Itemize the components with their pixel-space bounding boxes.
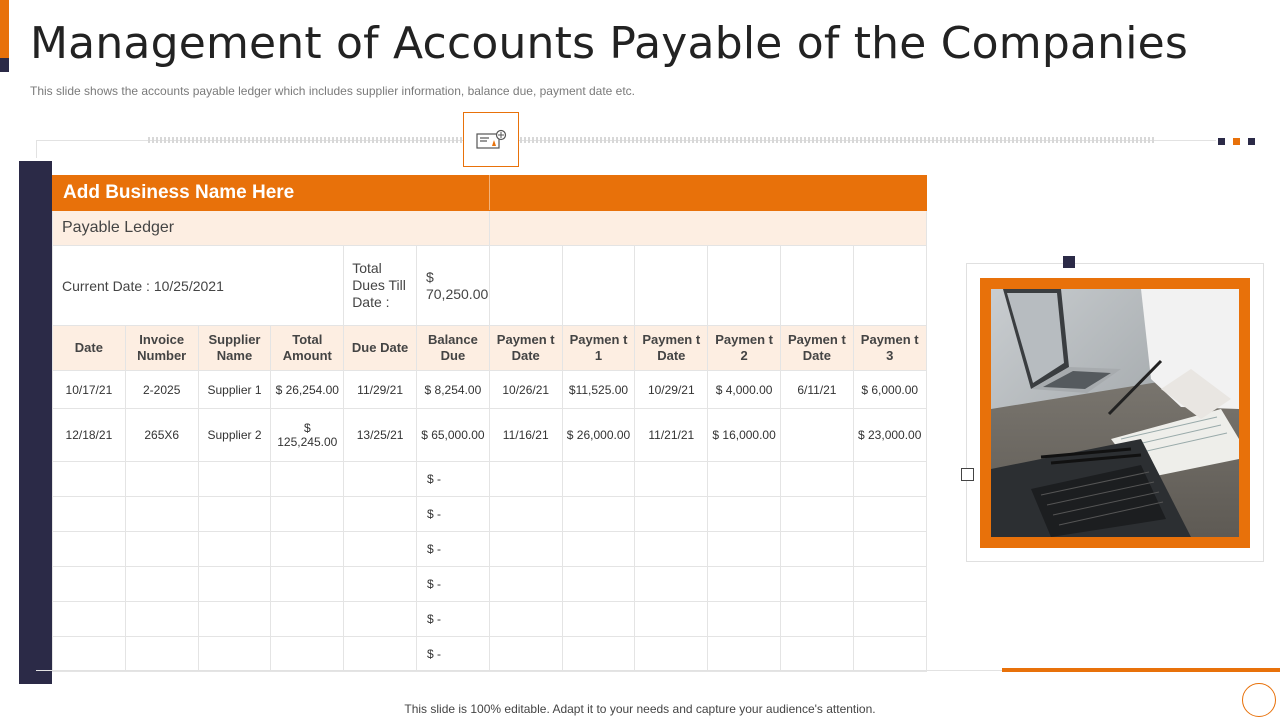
table-cell [344,532,417,567]
table-cell [271,567,344,602]
certificate-icon [475,129,507,151]
laptop-photo-illustration [991,289,1239,537]
ledger-label-fill [489,211,926,246]
table-cell [344,462,417,497]
table-cell [344,602,417,637]
table-cell [562,532,635,567]
table-cell [708,532,781,567]
column-header: Total Amount [271,326,344,371]
table-cell [853,497,926,532]
cell [562,246,635,326]
total-dues-value: $ 70,250.00 [416,246,489,326]
table-cell [344,497,417,532]
table-cell: $ 6,000.00 [853,371,926,409]
table-cell [53,637,126,672]
column-header: Paymen t Date [489,326,562,371]
table-cell [489,497,562,532]
footer-note: This slide is 100% editable. Adapt it to your needs and capture your audience's attention. [404,702,876,716]
top-rule-tick [36,140,37,158]
current-date-row [53,246,927,326]
table-cell: 13/25/21 [344,409,417,462]
table-cell [271,637,344,672]
payable-ledger-table [52,175,927,672]
table-cell [781,462,854,497]
table-cell [853,602,926,637]
cell [489,246,562,326]
table-cell [125,497,198,532]
table-row-empty [53,497,927,532]
table-cell [708,497,781,532]
certificate-icon-box [463,112,519,167]
table-cell: $ 23,000.00 [853,409,926,462]
table-cell [489,602,562,637]
total-dues-label: Total Dues Till Date : [344,246,417,326]
column-header: Date [53,326,126,371]
column-header: Balance Due [416,326,489,371]
table-row [53,409,927,462]
table-cell [635,637,708,672]
table-cell [344,567,417,602]
table-cell: 11/16/21 [489,409,562,462]
table-cell [781,567,854,602]
deco-square-navy [1063,256,1075,268]
table-cell [125,602,198,637]
table-row-empty [53,462,927,497]
table-cell [125,532,198,567]
deco-square-orange [1233,138,1240,145]
table-cell [853,462,926,497]
deco-square-outline [961,468,974,481]
table-row-empty [53,602,927,637]
balance-due-cell: $ - [416,637,489,672]
table-row-empty [53,567,927,602]
table-cell [271,497,344,532]
balance-due-cell: $ - [416,532,489,567]
column-header: Paymen t Date [781,326,854,371]
table-cell: 6/11/21 [781,371,854,409]
table-cell: Supplier 1 [198,371,271,409]
table-cell [53,567,126,602]
table-cell [853,637,926,672]
column-header: Paymen t 1 [562,326,635,371]
table-cell [53,462,126,497]
business-name-row [53,176,927,211]
table-cell [198,567,271,602]
current-date: Current Date : 10/25/2021 [53,246,344,326]
balance-due-cell: $ - [416,462,489,497]
table-cell [198,637,271,672]
table-cell: $ 26,000.00 [562,409,635,462]
column-header: Paymen t 3 [853,326,926,371]
table-cell [53,602,126,637]
table-cell [635,567,708,602]
table-cell [562,497,635,532]
table-cell [125,567,198,602]
table-cell: Supplier 2 [198,409,271,462]
table-cell: 11/21/21 [635,409,708,462]
table-cell: $ 125,245.00 [271,409,344,462]
table-cell [781,602,854,637]
table-cell [53,497,126,532]
table-cell [489,567,562,602]
dotted-band [148,137,1156,143]
table-cell [489,532,562,567]
table-cell [198,532,271,567]
table-cell: $ 65,000.00 [416,409,489,462]
balance-due-cell: $ - [416,497,489,532]
table-cell [635,462,708,497]
table-cell [489,637,562,672]
table-cell [781,409,854,462]
table-row [53,371,927,409]
table-cell [562,602,635,637]
table-cell [635,532,708,567]
table-cell [271,602,344,637]
column-header: Paymen t 2 [708,326,781,371]
table-cell: 12/18/21 [53,409,126,462]
table-cell [562,567,635,602]
cell [853,246,926,326]
table-cell [781,497,854,532]
column-header: Due Date [344,326,417,371]
bottom-rule [36,670,1002,671]
deco-square-navy [1248,138,1255,145]
table-cell [781,637,854,672]
table-cell [344,637,417,672]
table-cell [708,602,781,637]
table-cell [781,532,854,567]
business-name: Add Business Name Here [53,176,490,211]
column-header: Paymen t Date [635,326,708,371]
table-cell [562,637,635,672]
balance-due-cell: $ - [416,567,489,602]
table-cell: 10/29/21 [635,371,708,409]
table-cell [53,532,126,567]
header-row [53,326,927,371]
table-row-empty [53,532,927,567]
table-cell: $ 4,000.00 [708,371,781,409]
table-cell [125,462,198,497]
ledger-label: Payable Ledger [53,211,490,246]
page-title: Management of Accounts Payable of the Companies [30,18,1189,69]
table-cell [198,602,271,637]
table-cell: 2-2025 [125,371,198,409]
side-bar [19,161,52,684]
accent-bar-navy [0,58,9,72]
cell [635,246,708,326]
table-cell [708,567,781,602]
table-cell [125,637,198,672]
table-cell: $ 16,000.00 [708,409,781,462]
table-cell [271,462,344,497]
deco-square-navy [1218,138,1225,145]
table-cell [271,532,344,567]
column-header: Invoice Number [125,326,198,371]
business-name-fill [489,176,926,211]
table-cell: $11,525.00 [562,371,635,409]
table-cell [635,602,708,637]
table-cell: $ 26,254.00 [271,371,344,409]
bottom-rule-accent [1002,668,1280,672]
table-cell [708,637,781,672]
laptop-notes-photo [991,289,1239,537]
accent-bar-orange [0,0,9,58]
table-cell [708,462,781,497]
table-cell: 10/26/21 [489,371,562,409]
table-cell: $ 8,254.00 [416,371,489,409]
table-cell [562,462,635,497]
table-cell: 11/29/21 [344,371,417,409]
ledger-label-row [53,211,927,246]
table-cell [489,462,562,497]
page-subtitle: This slide shows the accounts payable ledger which includes supplier information, balance due, payment date etc. [30,84,636,98]
cell [781,246,854,326]
table-cell: 10/17/21 [53,371,126,409]
table-row-empty [53,637,927,672]
table-cell [198,497,271,532]
column-header: Supplier Name [198,326,271,371]
table-cell [198,462,271,497]
table-cell [853,567,926,602]
cell [708,246,781,326]
table-cell [635,497,708,532]
table-cell [853,532,926,567]
table-cell: 265X6 [125,409,198,462]
balance-due-cell: $ - [416,602,489,637]
